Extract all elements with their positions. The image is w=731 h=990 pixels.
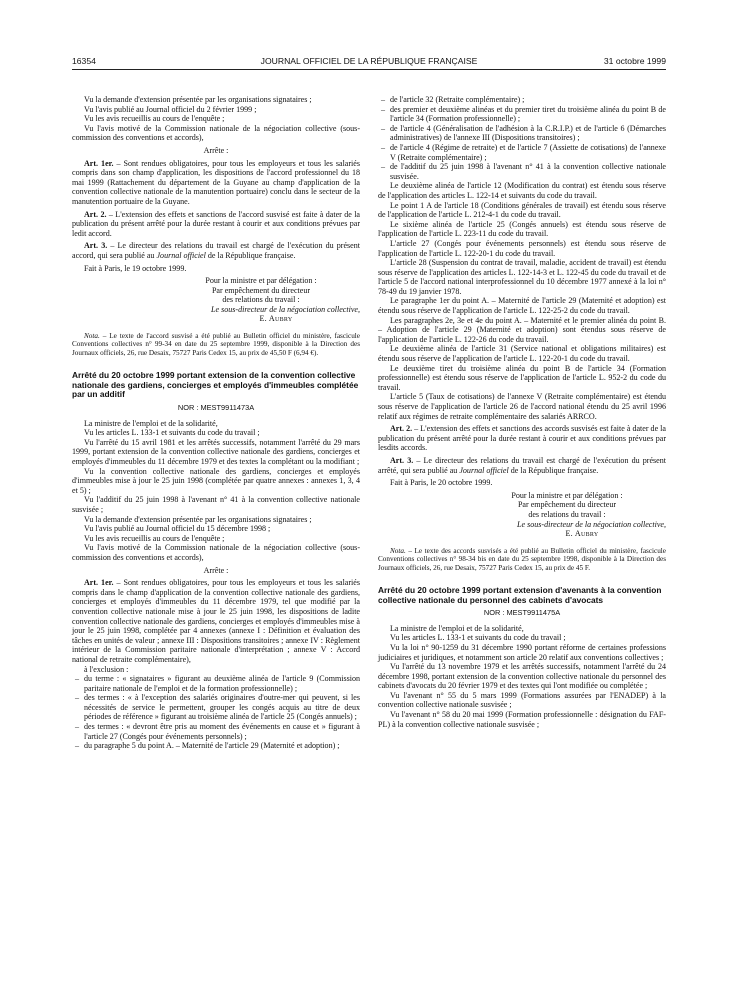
visa: Vu l'avenant n° 55 du 5 mars 1999 (Formations assurées par l'ENADEP) à la convention collective nationale susvisée ; (378, 690, 666, 710)
visa: Vu la convention collective nationale des gardiens, concierges et employés d'immeubles mise à jour le 25 juin 1998 (complétée par quatre annexes : annexes 1, 3, 4 et 5) ; (72, 466, 360, 495)
reserve-paragraph: Les paragraphes 2e, 3e et 4e du point A. – Maternité et le premier alinéa du point B. – Adoption de l'article 29 (Maternité et adoption) sont étendus sous réserve de l'application de l'article L. 122-26 du code du travail. (378, 315, 666, 344)
reserve-paragraph: L'article 27 (Congés pour événements personnels) est étendu sous réserve de l'application de l'article L. 122-20-1 du code du travail. (378, 238, 666, 258)
decree-title: Arrêté du 20 octobre 1999 portant extension d'avenants à la convention collective nationale du personnel des cabinets d'avocats (378, 584, 662, 605)
article-label: Art. 3. (390, 455, 414, 465)
signature-line: des relations du travail : (222, 295, 300, 305)
article-2 (378, 424, 666, 453)
header-rule (72, 69, 666, 70)
article-text: – L'extension des effets et sanctions de l'accord susvisé est faite à dater de la publication du présent arrêté pour la durée restant à courir et aux conditions prévues par ledit accord. (72, 209, 360, 238)
visa: Vu l'avenant n° 58 du 20 mai 1999 (Formation professionnelle : désignation du FAF-PL) à la convention collective nationale susvisée ; (378, 710, 666, 729)
left-column (72, 95, 360, 751)
signature-title: Le sous-directeur de la négociation collective, (517, 519, 666, 529)
list-item: – de l'article 4 (Régime de retraite) et de l'article 7 (Assiette de cotisations) de l'annexe V (Retraite complémentaire) ; (378, 143, 666, 162)
arrete-label: Arrête : (203, 145, 229, 155)
visa: Vu l'avis motivé de la Commission nationale de la négociation collective (sous-commission des conventions et accords), (72, 123, 360, 143)
nota (378, 547, 666, 572)
nor-reference: NOR : MESТ9911473A (177, 403, 255, 413)
reserve-paragraph: Le point 1 A de l'article 18 (Conditions générales de travail) est étendu sous réserve de l'application de l'article L. 212-4-1 du code du travail. (378, 200, 666, 220)
article-1 (72, 578, 360, 664)
reserve-paragraph: L'article 5 (Taux de cotisations) de l'annexe V (Retraite complémentaire) est étendu sous réserve de l'application de l'article 26 de l'accord national étendu du 25 avril 1996 relatif aux régimes de retraite complémentaire des salariés ARRCO. (378, 392, 666, 421)
signature-name: E. Aubry (565, 529, 599, 539)
reserve-paragraph: Le deuxième alinéa de l'article 12 (Modification du contrat) est étendu sous réserve de l'application des articles L. 122-14 et suivants du code du travail. (378, 181, 666, 200)
nota-label: Nota. (390, 546, 406, 555)
article-3 (378, 456, 666, 475)
journal-title: JOURNAL OFFICIEL DE LA RÉPUBLIQUE FRANÇAISE (260, 56, 478, 66)
visa: La ministre de l'emploi et de la solidarité, (84, 418, 218, 428)
list-item: – du terme : « signataires » figurant au deuxième alinéa de l'article 9 (Commission paritaire nationale de l'emploi et de la formation professionnelle) ; (72, 674, 360, 693)
arrete-label: Arrête : (203, 565, 229, 575)
page-number: 16354 (72, 56, 96, 66)
page-header (72, 56, 666, 70)
visa: Vu l'avis publié au Journal officiel du 15 décembre 1998 ; (84, 524, 271, 534)
list-item: – des termes : « devront être pris au moment des événements en cause et » figurant à l'article 27 (Congés pour événements personnels) ; (72, 722, 360, 741)
signature-name: E. Aubry (259, 314, 293, 324)
nor-reference: NOR : MEST9911475A (483, 608, 561, 618)
article-label: Art. 3. (84, 241, 108, 251)
list-item: – de l'article 4 (Généralisation de l'adhésion à la C.R.I.P.) et de l'article 6 (Démarches administratives) de l'annexe III (Dispositions transitoires) ; (378, 124, 666, 143)
reserve-paragraph: L'article 28 (Suspension du contrat de travail, maladie, accident de travail) est étendu sous réserve de l'application des articles L. 122-14-3 et L. 122-45 du code du travail et de l'article 5 de l'accord national interprofessionnel du 10 décembre 1977 annexé à la loi n° 78-49 du 19 janvier 1978. (378, 258, 666, 296)
exclusion-list-continued (378, 95, 666, 181)
article-text: – L'extension des effets et sanctions des accords susvisés est faite à dater de la publication du présent arrêté pour la durée restant à courir et aux conditions prévues par lesdits accords. (378, 424, 666, 453)
list-item: – des premier et deuxième alinéas et du premier tiret du troisième alinéa du point B de l'article 34 (Formation professionnelle) ; (378, 105, 666, 124)
visa: Vu l'avis motivé de la Commission nationale de la négociation collective (sous-commission des conventions et accords), (72, 543, 360, 562)
nota-text: – Le texte des accords susvisés a été publié au Bulletin officiel du ministère, fascicule Conventions collectives n° 98-34 bis en date du 25 septembre 1998, disponible à la Direction des Journaux officiels, 26, rue Desaix, 75727 Paris Cedex 15, au prix de 45 F. (378, 546, 666, 572)
article-text: de la République française. (508, 465, 599, 475)
reserve-paragraph: Le sixième alinéa de l'article 25 (Congés annuels) est étendu sous réserve de l'application de l'article L. 223-11 du code du travail. (378, 219, 666, 239)
reserve-paragraph: Le deuxième alinéa de l'article 31 (Service national et obligations militaires) est étendu sous réserve de l'application de l'article L. 122-20-1 du code du travail. (378, 344, 666, 364)
article-text: – Sont rendues obligatoires, pour tous les employeurs et tous les salariés compris dans le champ d'application de la convention collective nationale des gardiens, concierges et employés d'immeubles du 11 décembre 1979, tel que modifié par la convention collective nationale mise à jour le 25 juin 1998, les dispositions de ladite convention collective nationale des gardiens, concierges et employés d'immeubles mise à jour le 25 juin 1998, complétée par 4 annexes (annexe I : Définition et évaluation des tâches en unités de valeur ; annexe III : Dispositions transitoires ; annexe IV : Règlement intérieur de la Commission paritaire nationale d'interprétation ; annexe V : Accord national de retraite complémentaire), (72, 578, 360, 664)
reserve-paragraph: Le paragraphe 1er du point A. – Maternité de l'article 29 (Maternité et adoption) est étendu sous réserve de l'application de l'article L. 122-25-2 du code du travail. (378, 296, 666, 316)
article-2 (72, 210, 360, 239)
article-text: de la République française. (205, 250, 296, 260)
decree-title: Arrêté du 20 octobre 1999 portant extension de la convention collective nationale des gardiens, concierges et employés d'immeubles complétée par un additif (72, 370, 359, 400)
article-1 (72, 159, 360, 207)
visa: Vu l'arrêté du 15 avril 1981 et les arrêtés successifs, notamment l'arrêté du 29 mars 1999, portant extension de la convention collective nationale des gardiens, concierges et employés d'immeubles du 11 décembre 1979 et des textes la complétant ou la modifiant ; (72, 437, 360, 467)
right-column (378, 95, 666, 729)
visa: La ministre de l'emploi et de la solidarité, (390, 623, 524, 633)
signature-line: Pour la ministre et par délégation : (511, 490, 623, 500)
visa: Vu les articles L. 133-1 et suivants du code du travail ; (84, 428, 260, 438)
article-label: Art. 2. (390, 424, 413, 434)
visa: Vu les avis recueillis au cours de l'enquête ; (84, 114, 225, 124)
journal-officiel-ref: Journal officiel (459, 465, 509, 475)
signature-line: Pour la ministre et par délégation : (205, 276, 317, 286)
article-label: Art. 1er. (84, 578, 114, 588)
nota-label: Nota. (84, 332, 100, 341)
visa: Vu les avis recueillis au cours de l'enquête ; (84, 533, 225, 543)
visa: Vu la demande d'extension présentée par les organisations signataires ; (84, 514, 312, 524)
article-label: Art. 1er. (84, 158, 114, 168)
visa: Vu la loi n° 90-1259 du 31 décembre 1990 portant réforme de certaines professions judiciaires et juridiques, et notamment son article 20 relatif aux conventions collectives ; (378, 642, 666, 662)
list-item: – du paragraphe 5 du point A. – Maternité de l'article 29 (Maternité et adoption) ; (72, 741, 360, 751)
visa: Vu l'avis publié au Journal officiel du 2 février 1999 ; (84, 104, 257, 114)
signature-line: des relations du travail : (528, 509, 606, 519)
visa: Vu les articles L. 133-1 et suivants du code du travail ; (390, 633, 566, 643)
exclusion-intro: à l'exclusion : (84, 664, 129, 674)
list-item: – des termes : « à l'exception des salariés originaires d'outre-mer qui peuvent, si les nécessités de service le permettent, grouper les congés acquis au titre de deux périodes de référence » figurant au troisième alinéa de l'article 25 (Congés annuels) ; (72, 693, 360, 722)
signature-line: Par empêchement du directeur (517, 500, 617, 510)
nota (72, 332, 360, 357)
nota-text: – Le texte de l'accord susvisé a été publié au Bulletin officiel du ministère, fascicule Conventions collectives n° 99-34 en date du 25 septembre 1999, disponible à la Direction des Journaux officiels, 26, rue Desaix, 75727 Paris Cedex 15, au prix de 45,50 F (6,94 €). (72, 332, 360, 357)
visa: Vu l'additif du 25 juin 1998 à l'avenant n° 41 à la convention collective nationale susvisée ; (72, 495, 360, 514)
article-text: – Sont rendues obligatoires, pour tous les employeurs et tous les salariés compris dans son champ d'application, les dispositions de l'accord professionnel du 18 mai 1999 (Rattachement du département de la Guyane au champ d'application de la convention collective nationale de la manutention portuaire) conclu dans le secteur de la manutention portuaire de la Guyane. (72, 158, 360, 206)
visa: Vu l'arrêté du 13 novembre 1979 et les arrêtés successifs, notamment l'arrêté du 24 décembre 1998, portant extension de la convention collective nationale du personnel des cabinets d'avocats du 20 février 1979 et des textes qui l'ont modifiée ou complétée ; (378, 662, 666, 691)
issue-date: 31 octobre 1999 (603, 56, 666, 66)
article-3 (72, 241, 360, 260)
visa: Vu la demande d'extension présentée par les organisations signataires ; (84, 95, 312, 104)
list-item: – de l'additif du 25 juin 1998 à l'avenant n° 41 à la convention collective nationale susvisée. (378, 162, 666, 181)
article-text: – Le directeur des relations du travail est chargé de l'exécution du présent arrêté, qui sera publié au (378, 455, 666, 475)
fait-a-paris: Fait à Paris, le 19 octobre 1999. (84, 263, 187, 273)
list-item: – de l'article 32 (Retraite complémentaire) ; (378, 95, 666, 105)
signature-line: Par empêchement du directeur (211, 285, 311, 295)
journal-officiel-ref: Journal officiel (156, 250, 206, 260)
article-text: – Le directeur des relations du travail est chargé de l'exécution du présent accord, qui sera publié au (72, 241, 360, 260)
fait-a-paris: Fait à Paris, le 20 octobre 1999. (390, 478, 493, 488)
exclusion-list (72, 674, 360, 751)
reserve-paragraph: Le deuxième tiret du troisième alinéa du point B de l'article 34 (Formation professionnelle) est étendu sous réserve de l'application de l'article L. 952-2 du code du travail. (378, 363, 666, 392)
article-label: Art. 2. (84, 209, 107, 219)
signature-title: Le sous-directeur de la négociation collective, (211, 304, 360, 314)
